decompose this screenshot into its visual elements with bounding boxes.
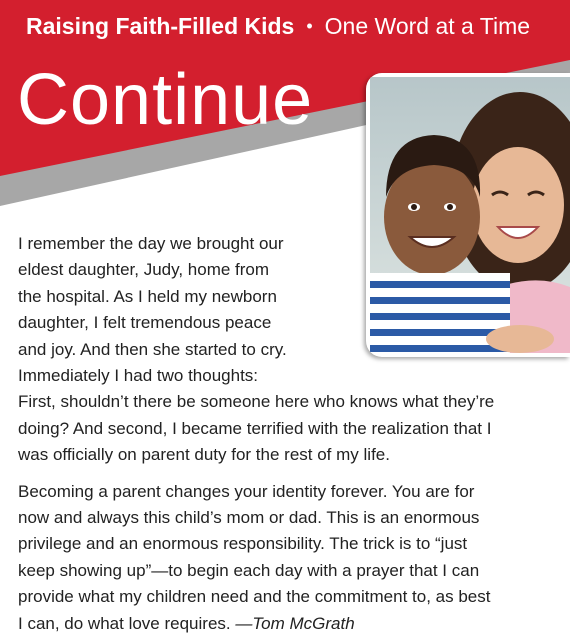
series-title: Raising Faith-Filled Kids — [26, 12, 295, 39]
paragraph-line: Immediately I had two thoughts: — [18, 366, 259, 386]
paragraph-1 — [18, 231, 570, 469]
article-body — [18, 231, 570, 637]
paragraph-line: provide what my children need and the commitment to, as best — [18, 587, 491, 607]
series-tagline: One Word at a Time — [324, 12, 531, 39]
paragraph-line: was officially on parent duty for the rest of my life. — [18, 445, 390, 465]
paragraph-line: keep showing up”—to begin each day with a prayer that I can — [18, 560, 480, 580]
paragraph-line: and joy. And then she started to cry. — [18, 339, 287, 359]
author-byline: —Tom McGrath — [235, 613, 355, 633]
paragraph-line: Becoming a parent changes your identity forever. You are for — [18, 481, 475, 501]
paragraph-line: I can, do what love requires. — [18, 613, 236, 633]
bullet-separator: • — [306, 15, 313, 36]
paragraph-line: the hospital. As I held my newborn — [18, 286, 277, 306]
paragraph-line: I remember the day we brought our — [18, 234, 284, 253]
paragraph-line: doing? And second, I became terrified with the realization that I — [18, 418, 492, 438]
page-title: Continue — [17, 60, 314, 140]
paragraph-last-line — [18, 611, 570, 637]
paragraph-line: eldest daughter, Judy, home from — [18, 260, 270, 280]
paragraph-2 — [18, 479, 570, 637]
paragraph-line: First, shouldn’t there be someone here who knows what they’re — [18, 392, 495, 412]
paragraph-line: privilege and an enormous responsibility. The trick is to “just — [18, 534, 468, 554]
series-header — [26, 8, 530, 44]
paragraph-line: daughter, I felt tremendous peace — [18, 313, 272, 333]
paragraph-line: now and always this child’s mom or dad. This is an enormous — [18, 508, 480, 528]
